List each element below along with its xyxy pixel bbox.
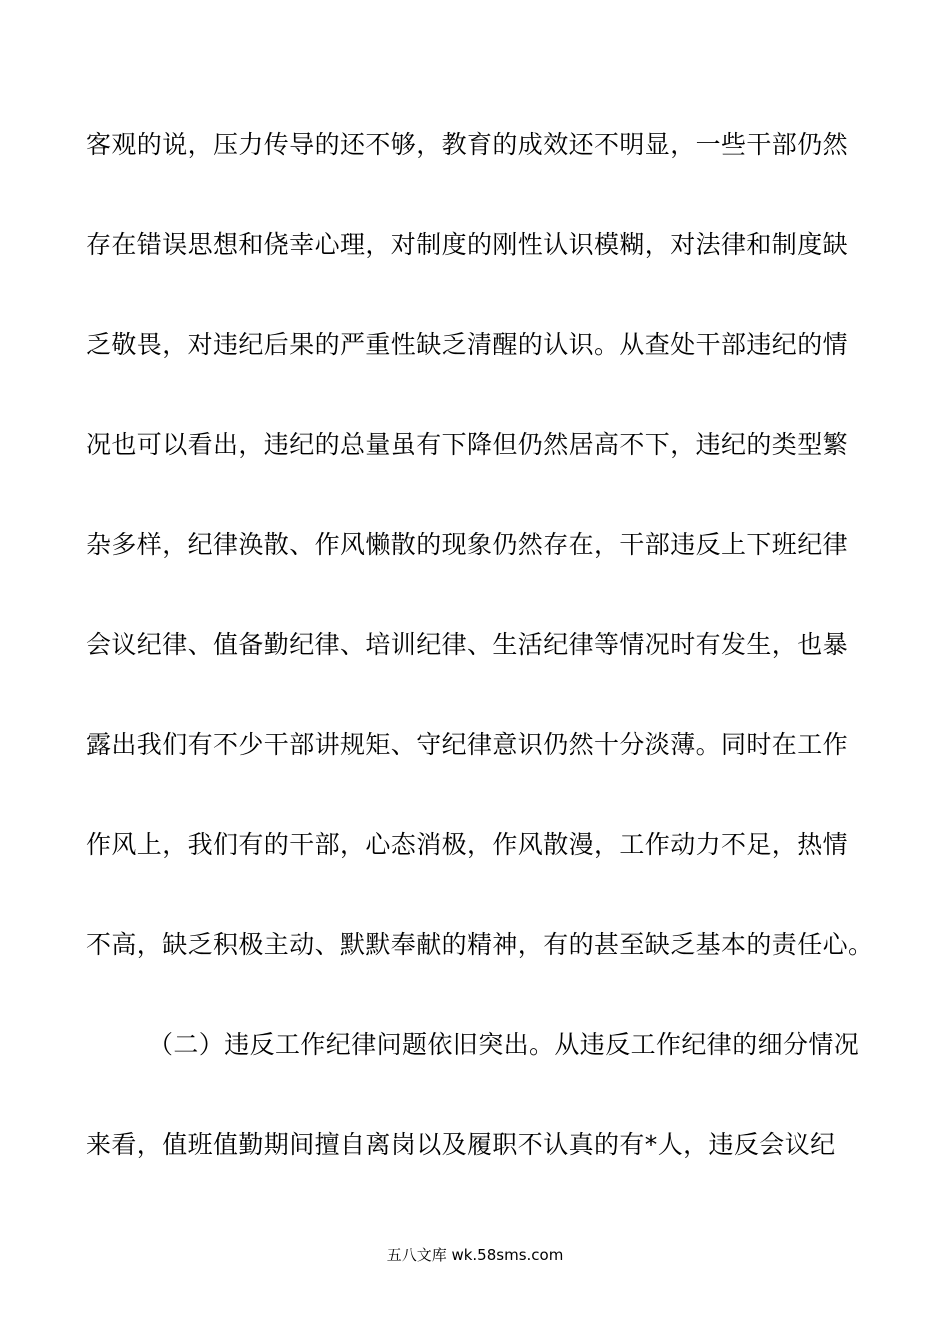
footer-watermark: 五八文库 wk.58sms.com: [386, 1246, 564, 1264]
paragraph-line-11: 来看，值班值勤期间擅自离岗以及履职不认真的有*人，违反会议纪: [86, 1130, 836, 1159]
paragraph-line-2: 存在错误思想和侥幸心理，对制度的刚性认识模糊，对法律和制度缺: [86, 230, 849, 259]
paragraph-line-6: 会议纪律、值备勤纪律、培训纪律、生活纪律等情况时有发生，也暴: [86, 630, 849, 659]
paragraph-line-1: 客观的说，压力传导的还不够，教育的成效还不明显，一些干部仍然: [86, 130, 849, 159]
paragraph-line-7: 露出我们有不少干部讲规矩、守纪律意识仍然十分淡薄。同时在工作: [86, 730, 849, 759]
paragraph-line-4: 况也可以看出，违纪的总量虽有下降但仍然居高不下，违纪的类型繁: [86, 430, 849, 459]
paragraph-line-9: 不高，缺乏积极主动、默默奉献的精神，有的甚至缺乏基本的责任心。: [86, 930, 874, 959]
paragraph-line-8: 作风上，我们有的干部，心态消极，作风散漫，工作动力不足，热情: [86, 830, 849, 859]
paragraph-line-3: 乏敬畏，对违纪后果的严重性缺乏清醒的认识。从查处干部违纪的情: [86, 330, 849, 359]
section-heading-line: （二）违反工作纪律问题依旧突出。从违反工作纪律的细分情况: [148, 1030, 860, 1059]
paragraph-line-5: 杂多样，纪律涣散、作风懒散的现象仍然存在，干部违反上下班纪律: [86, 530, 849, 559]
